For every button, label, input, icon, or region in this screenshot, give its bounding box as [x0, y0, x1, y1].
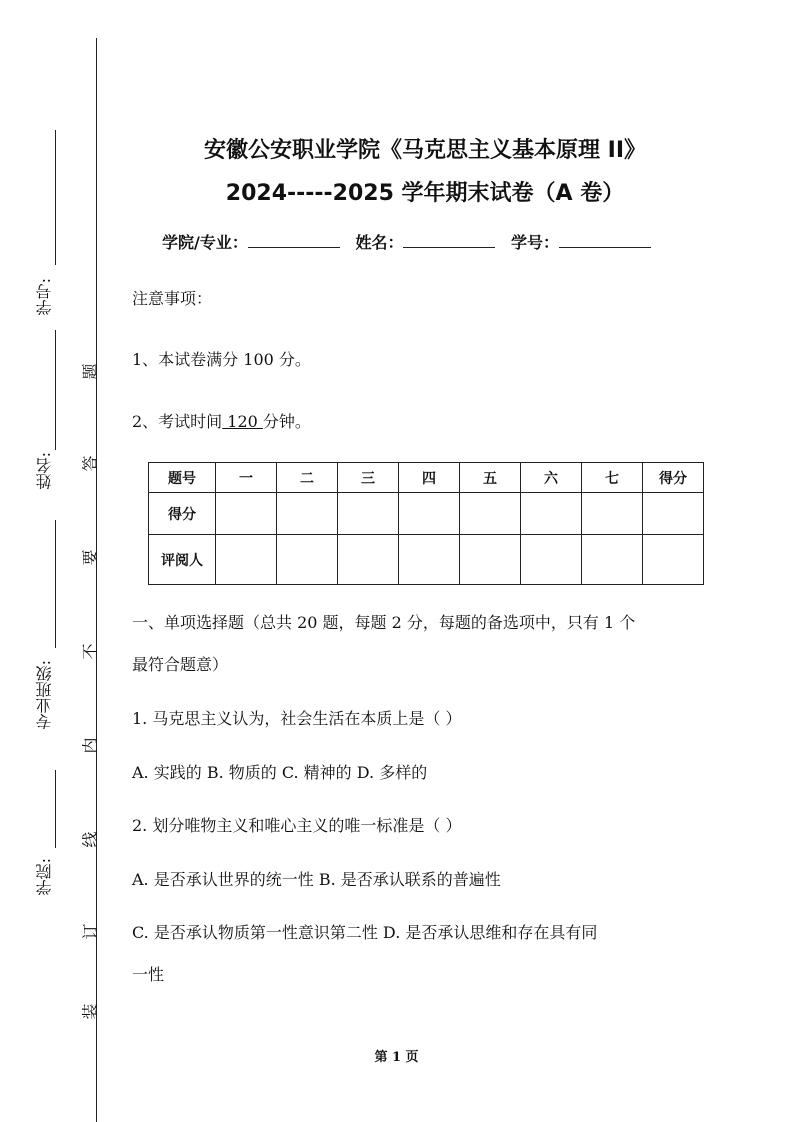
college-label: 学院:	[35, 858, 54, 896]
question-2-options-line2: C. 是否承认物质第一性意识第二性 D. 是否承认思维和存在具有同	[132, 923, 598, 942]
note-item-1: 1、本试卷满分 100 分。	[132, 350, 311, 369]
score-cell[interactable]	[338, 493, 399, 535]
reviewer-cell[interactable]	[399, 535, 460, 585]
question-1: 1. 马克思主义认为，社会生活在本质上是（ ）	[132, 709, 462, 728]
reviewer-cell[interactable]	[521, 535, 582, 585]
table-header-cell: 五	[460, 463, 521, 493]
reviewer-cell[interactable]	[277, 535, 338, 585]
score-table	[148, 462, 704, 585]
seal-char: 不	[80, 643, 100, 660]
score-cell[interactable]	[643, 493, 704, 535]
question-2-options-line1: A. 是否承认世界的统一性 B. 是否承认联系的普遍性	[132, 870, 501, 889]
table-row	[149, 463, 704, 493]
score-cell[interactable]	[460, 493, 521, 535]
note-item-2-prefix: 2、考试时间	[132, 412, 223, 431]
seal-char: 要	[80, 549, 100, 566]
student-info-row	[162, 230, 661, 253]
table-header-cell: 得分	[643, 463, 704, 493]
table-row-label: 评阅人	[149, 535, 216, 585]
section1-heading-line1: 一、单项选择题（总共 20 题，每题 2 分，每题的备选项中，只有 1 个	[132, 613, 636, 632]
seal-char: 装	[80, 1003, 100, 1020]
reviewer-cell[interactable]	[338, 535, 399, 585]
table-header-cell: 题号	[149, 463, 216, 493]
name-field-label: 姓名：	[355, 233, 404, 252]
exam-duration-value: 120	[222, 412, 263, 431]
exam-title: 安徽公安职业学院《马克思主义基本原理 II》	[203, 138, 647, 163]
score-cell[interactable]	[582, 493, 643, 535]
table-header-cell: 三	[338, 463, 399, 493]
table-header-cell: 二	[277, 463, 338, 493]
college-major-label: 学院/专业：	[162, 233, 248, 252]
seal-char: 订	[80, 923, 100, 940]
college-fill-line	[55, 770, 56, 848]
table-header-cell: 四	[399, 463, 460, 493]
college-major-blank[interactable]	[248, 231, 340, 248]
seal-char: 题	[80, 363, 100, 380]
reviewer-cell[interactable]	[460, 535, 521, 585]
table-header-cell: 七	[582, 463, 643, 493]
seal-char: 答	[80, 455, 100, 472]
score-cell[interactable]	[277, 493, 338, 535]
class-fill-line	[55, 520, 56, 648]
name-fill-line	[55, 330, 56, 450]
class-label: 专业班级:	[35, 660, 54, 730]
table-row	[149, 493, 704, 535]
reviewer-cell[interactable]	[643, 535, 704, 585]
page-number: 第 1 页	[374, 1050, 419, 1065]
reviewer-cell[interactable]	[582, 535, 643, 585]
question-2: 2. 划分唯物主义和唯心主义的唯一标准是（ ）	[132, 816, 462, 835]
table-row-label: 得分	[149, 493, 216, 535]
question-1-options: A. 实践的 B. 物质的 C. 精神的 D. 多样的	[132, 763, 428, 782]
reviewer-cell[interactable]	[216, 535, 277, 585]
student-id-fill-line	[55, 130, 56, 265]
question-2-options-line3: 一性	[132, 965, 165, 984]
name-blank[interactable]	[403, 231, 495, 248]
score-cell[interactable]	[216, 493, 277, 535]
score-cell[interactable]	[399, 493, 460, 535]
score-cell[interactable]	[521, 493, 582, 535]
note-item-2-suffix: 分钟。	[262, 412, 311, 431]
seal-char: 内	[80, 737, 100, 754]
id-blank[interactable]	[559, 231, 651, 248]
exam-subtitle: 2024-----2025 学年期末试卷（A 卷）	[225, 181, 625, 206]
note-item-2	[132, 409, 311, 432]
student-id-label: 学号:	[35, 278, 54, 316]
section1-heading-line2: 最符合题意）	[132, 655, 229, 674]
id-field-label: 学号：	[511, 233, 560, 252]
notes-heading: 注意事项：	[132, 289, 213, 308]
binding-line	[96, 38, 97, 1122]
name-label: 姓名:	[35, 452, 54, 490]
table-header-cell: 一	[216, 463, 277, 493]
table-row	[149, 535, 704, 585]
table-header-cell: 六	[521, 463, 582, 493]
seal-char: 线	[80, 831, 100, 848]
